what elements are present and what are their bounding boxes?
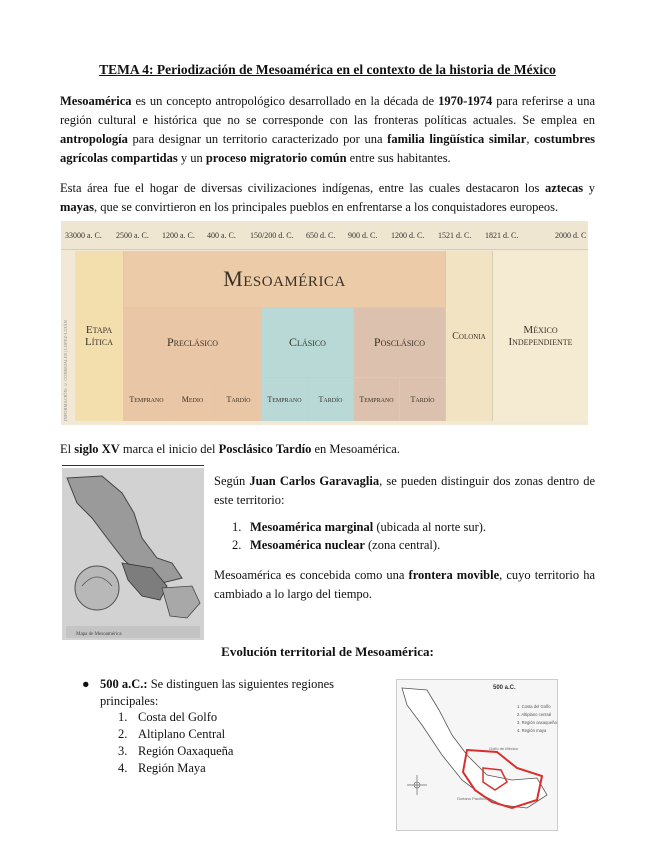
bullet-icon: ● <box>82 677 90 691</box>
list-item: 2. Altiplano Central <box>118 727 226 741</box>
map2-legend-item: 2. Altiplano central <box>517 712 552 717</box>
region-map-500ac <box>396 679 558 831</box>
subperiod-cell: Temprano <box>124 377 170 421</box>
date-label: 1200 a. C. <box>162 231 195 240</box>
date-label: 2000 d. C <box>555 231 587 240</box>
posclasico-cell: Posclásico <box>354 307 446 377</box>
map1-caption: Mapa de Mesoamérica <box>76 632 122 637</box>
zones-list <box>232 518 592 554</box>
term-mesoamerica: Mesoamérica <box>60 94 132 108</box>
divider <box>62 465 204 466</box>
list-item: 2. Mesoamérica nuclear (zona central). <box>232 538 441 552</box>
list-item: 3. Región Oaxaqueña <box>118 744 234 758</box>
date-label: 1200 d. C. <box>391 231 425 240</box>
garavaglia-paragraph: Según Juan Carlos Garavaglia, se pueden distinguir dos zonas dentro de este territorio: <box>214 474 595 507</box>
date-label: 400 a. C. <box>207 231 236 240</box>
bullet-500ac: ● 500 a.C.: Se distinguen las siguientes regiones principales: <box>82 677 335 708</box>
list-item: 4. Región Maya <box>118 761 206 775</box>
map2-illustration <box>397 680 557 830</box>
frontera-paragraph: Mesoamérica es concebida como una frontera movible, cuyo territorio ha cambiado a lo largo del tiempo. <box>214 568 595 601</box>
subperiod-cell: Temprano <box>354 377 400 421</box>
subperiod-cell: Temprano <box>262 377 308 421</box>
figure-credit: INFORMACIÓN: © CONSEJALES | LOPEZ-LUJÁN <box>63 320 68 421</box>
map2-legend-item: 3. Región oaxaqueña <box>517 720 557 725</box>
civilizations-paragraph: Esta área fue el hogar de diversas civilizaciones indígenas, entre las cuales destacaron los aztecas y mayas, que se convirtieron en los principales pueblos en enfrentarse a los conquistadores europeos. <box>60 181 596 214</box>
subperiod-cell: Tardío <box>400 377 446 421</box>
list-item: 1. Costa del Golfo <box>118 710 218 724</box>
page-title: TEMA 4: Periodización de Mesoamérica en el contexto de la historia de México <box>99 62 556 77</box>
regions-list <box>118 709 368 777</box>
date-label: 2500 a. C. <box>116 231 149 240</box>
timeline-figure <box>61 221 588 425</box>
list-item: 1. Mesoamérica marginal (ubicada al norte sur). <box>232 520 487 534</box>
intro-paragraph: Mesoamérica es un concepto antropológico desarrollado en la década de 1970-1974 para referirse a una región cultural e histórica que no se corresponde con las fronteras políticas actuales. Se emplea en antropología para designar un territorio caracterizado por una familia lingüística similar, costumbres agrícolas compartidas y un proceso migratorio común entre sus habitantes. <box>60 94 596 165</box>
mesoamerica-header: Mesoamérica <box>124 251 446 307</box>
map-illustration <box>62 468 204 640</box>
preclasico-cell: Preclásico <box>124 307 262 377</box>
timeline-dates-row <box>61 221 588 250</box>
subperiod-cell: Medio <box>170 377 216 421</box>
map2-title: 500 a.C. <box>493 685 516 691</box>
mesoamerica-map-image <box>62 468 204 640</box>
map2-ocean-label: Océano Pacífico <box>457 796 487 801</box>
clasico-cell: Clásico <box>262 307 354 377</box>
date-label: 1821 d. C. <box>485 231 519 240</box>
map2-gulf-label: Golfo de México <box>489 746 518 751</box>
map2-legend-item: 4. Región maya <box>517 728 547 733</box>
subperiod-cell: Tardío <box>308 377 354 421</box>
date-label: 33000 a. C. <box>65 231 102 240</box>
colonia-cell: Colonia <box>446 251 493 421</box>
map2-legend-item: 1. Costa del Golfo <box>517 704 551 709</box>
etapa-litica-cell: Etapa Lítica <box>75 251 124 421</box>
section-title: Evolución territorial de Mesoamérica: <box>221 644 434 659</box>
date-label: 150/200 d. C. <box>250 231 294 240</box>
date-label: 900 d. C. <box>348 231 378 240</box>
date-label: 1521 d. C. <box>438 231 472 240</box>
date-label: 650 d. C. <box>306 231 336 240</box>
mexico-independiente-cell: México Independiente <box>493 251 588 421</box>
posclasico-paragraph: El siglo XV marca el inicio del Posclásico Tardío en Mesoamérica. <box>60 442 400 456</box>
subperiod-cell: Tardío <box>216 377 262 421</box>
